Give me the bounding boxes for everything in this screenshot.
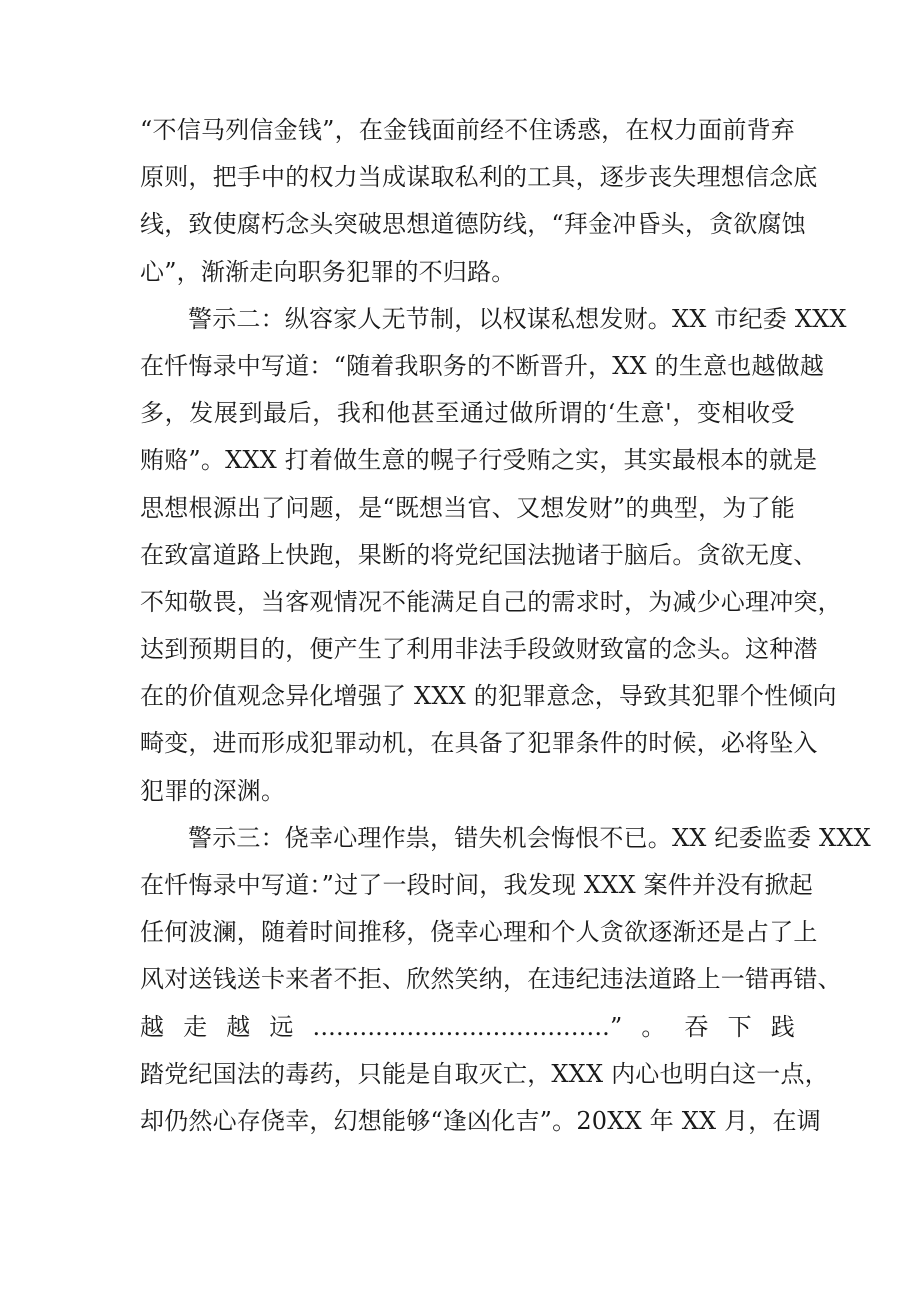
text-line: 原则，把手中的权力当成谋取私利的工具，逐步丧失理想信念底 xyxy=(140,163,818,192)
text-line: “不信马列信金钱”，在金钱面前经不住诱惑，在权力面前背弃 xyxy=(140,116,795,144)
text-line: 警示三：侥幸心理作祟，错失机会悔恨不已。XX 纪委监委 XXX xyxy=(188,823,871,852)
text-line: 不知敬畏，当客观情况不能满足自己的需求时，为减少心理冲突， xyxy=(140,587,842,616)
text-line: 贿赂”。XXX 打着做生意的幌子行受贿之实，其实最根本的就是 xyxy=(140,446,818,475)
text-line: 任何波澜，随着时间推移，侥幸心理和个人贪欲逐渐还是占了上 xyxy=(140,918,818,947)
text-line: 警示二：纵容家人无节制，以权谋私想发财。XX 市纪委 XXX xyxy=(188,304,847,333)
text-line: 在忏悔录中写道：“随着我职务的不断晋升，XX 的生意也越做越 xyxy=(140,351,825,380)
text-line: 踏党纪国法的毒药，只能是自取灭亡，XXX 内心也明白这一点， xyxy=(140,1059,829,1088)
text-line: 在忏悔录中写道：”过了一段时间，我发现 XXX 案件并没有掀起 xyxy=(140,871,813,899)
text-line: 达到预期目的，便产生了利用非法手段敛财致富的念头。这种潜 xyxy=(140,635,818,664)
text-line: 在致富道路上快跑，果断的将党纪国法抛诸于脑后。贪欲无度、 xyxy=(140,540,818,569)
document-body xyxy=(140,107,871,1145)
paragraph-warning-two xyxy=(140,296,847,815)
text-line: 在的价值观念异化增强了 XXX 的犯罪意念，导致其犯罪个性倾向 xyxy=(140,682,837,711)
text-line: 越走越远......................................”。吞下践 xyxy=(140,1012,795,1041)
text-line: 多，发展到最后，我和他甚至通过做所谓的‘生意'，变相收受 xyxy=(140,399,795,428)
text-line: 畸变，进而形成犯罪动机，在具备了犯罪条件的时候，必将坠入 xyxy=(140,729,818,758)
text-line: 线，致使腐朽念头突破思想道德防线，“拜金冲昏头，贪欲腐蚀 xyxy=(140,210,806,239)
text-line: 心”，渐渐走向职务犯罪的不归路。 xyxy=(140,257,516,286)
text-line: 犯罪的深渊。 xyxy=(140,776,286,805)
text-line: 却仍然心存侥幸，幻想能够“逢凶化吉”。20XX 年 XX 月，在调 xyxy=(140,1106,821,1135)
text-line: 风对送钱送卡来者不拒、欣然笑纳，在违纪违法道路上一错再错、 xyxy=(140,965,842,994)
paragraph-warning-three xyxy=(140,815,871,1145)
paragraph-continuation xyxy=(140,107,818,296)
text-line: 思想根源出了问题，是“既想当官、又想发财”的典型，为了能 xyxy=(140,493,795,522)
